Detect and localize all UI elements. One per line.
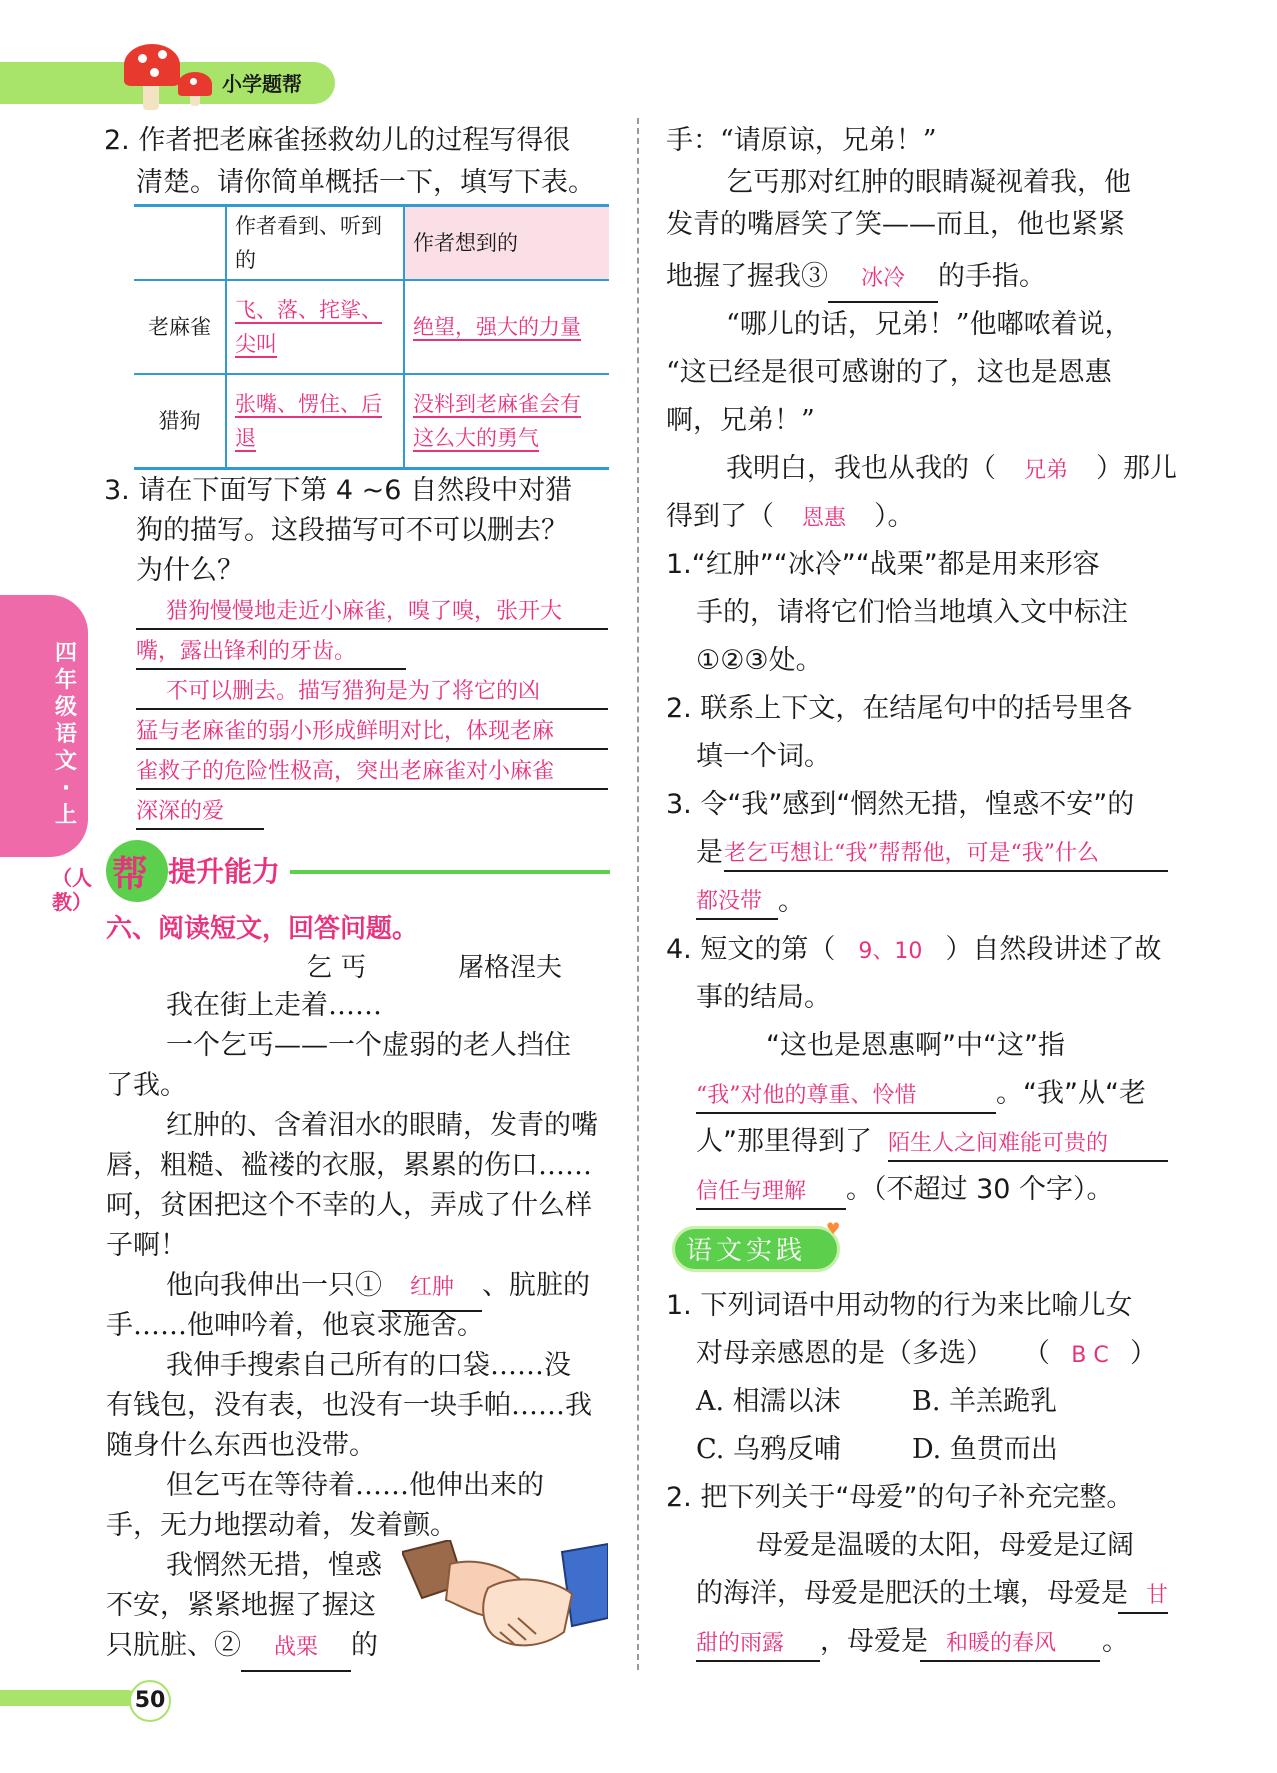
story-line: 只肮脏、② <box>106 1630 241 1661</box>
footer-bar <box>0 1690 136 1706</box>
option-a: A. 相濡以沫 <box>696 1386 841 1417</box>
right-line: “哪儿的话，兄弟！”他嘟哝着说， <box>726 309 1132 340</box>
story-line: 子啊！ <box>106 1230 187 1261</box>
right-line: 地握了握我③ <box>666 261 828 292</box>
right-line: 乞丐那对红肿的眼睛凝视着我，他 <box>726 167 1131 198</box>
q3r-answer: 都没带 <box>696 886 778 920</box>
story-line: 他向我伸出一只① <box>166 1270 382 1301</box>
q3-answer-line: 猎狗慢慢地走近小麻雀，嗅了嗅，张开大 <box>136 596 608 630</box>
q1-line: 1.“红肿”“冰冷”“战栗”都是用来形容 <box>666 549 1100 580</box>
story-line: 红肿的、含着泪水的眼睛，发青的嘴 <box>166 1110 598 1141</box>
story-line: 了我。 <box>106 1070 187 1101</box>
q3-answer-line: 嘴，露出锋利的牙齿。 <box>136 636 406 670</box>
right-line: ）那儿 <box>1096 453 1177 484</box>
story-line: 随身什么东西也没带。 <box>106 1430 376 1461</box>
blank-2: 战栗 <box>241 1626 351 1672</box>
q3r-line: 是 <box>696 837 723 868</box>
option-b: B. 羊羔跪乳 <box>912 1386 1058 1417</box>
p2-line: 2. 把下列关于“母爱”的句子补充完整。 <box>666 1482 1134 1513</box>
right-line: 手：“请原谅，兄弟！” <box>666 125 937 156</box>
table-header-thought: 作者想到的 <box>404 206 609 281</box>
q4-answer-2: “我”对他的尊重、怜惜 <box>696 1080 996 1114</box>
story-line: 我伸手搜索自己所有的口袋……没 <box>166 1350 571 1381</box>
story-line: 手……他呻吟着，他哀求施舍。 <box>106 1310 484 1341</box>
p1-answer: B C <box>1071 1343 1109 1368</box>
q3r-end: 。 <box>778 886 805 917</box>
q2r-line: 2. 联系上下文，在结尾句中的括号里各 <box>666 693 1133 724</box>
practice-label: 语文实践 <box>686 1236 807 1266</box>
p1-line: 对母亲感恩的是（多选） <box>696 1338 993 1369</box>
handshake-illustration <box>402 1540 608 1666</box>
page-number: 50 <box>129 1680 171 1722</box>
blank-3: 冰冷 <box>828 257 938 303</box>
q2-line1: 2. 作者把老麻雀拯救幼儿的过程写得很 <box>104 125 571 156</box>
q4-line: 。（不超过 30 个字）。 <box>846 1174 1114 1205</box>
q3-answer-line: 雀救子的危险性极高，突出老麻雀对小麻雀 <box>136 756 608 790</box>
grade-label: 四年级语文·上 <box>54 641 77 828</box>
table-row-label: 猎狗 <box>134 374 226 468</box>
table-cell-thought: 没料到老麻雀会有这么大的勇气 <box>404 374 609 468</box>
q4-answer-3: 陌生人之间难能可贵的 <box>888 1128 1168 1162</box>
q3-line2: 狗的描写。这段描写可不可以删去？ <box>136 515 568 546</box>
q1-line: 手的，请将它们恰当地填入文中标注 <box>696 597 1128 628</box>
edition-label: （人教） <box>52 866 92 914</box>
q3r-line: 3. 令“我”感到“惘然无措，惶惑不安”的 <box>666 789 1135 820</box>
p2-line: 的海洋，母爱是肥沃的土壤，母爱是 <box>696 1578 1128 1609</box>
q4-answer: 9、10 <box>858 939 923 964</box>
blank-1: 红肿 <box>382 1266 482 1312</box>
story-line: 我惘然无措，惶惑 <box>166 1550 382 1581</box>
p2-line: 母爱是温暖的太阳，母爱是辽阔 <box>756 1530 1134 1561</box>
q4-answer-3: 信任与理解 <box>696 1176 846 1210</box>
header-title: 小学题帮 <box>222 72 302 96</box>
p1-line: 1. 下列词语中用动物的行为来比喻儿女 <box>666 1290 1133 1321</box>
option-c: C. 乌鸦反哺 <box>696 1434 841 1465</box>
q4-line: ）自然段讲述了故 <box>945 934 1162 965</box>
q2-line2: 清楚。请你简单概括一下，填写下表。 <box>136 167 595 198</box>
q4-line: 人”那里得到了 <box>696 1126 872 1157</box>
story-line: 有钱包，没有表，也没有一块手帕……我 <box>106 1390 592 1421</box>
story-line: 不安，紧紧地握了握这 <box>106 1590 376 1621</box>
right-line: 的手指。 <box>938 261 1046 292</box>
story-line: 唇，粗糙、褴褛的衣服，累累的伤口…… <box>106 1150 592 1181</box>
column-divider <box>637 118 639 1670</box>
story-line: 呵，贫困把这个不幸的人，弄成了什么样 <box>106 1190 592 1221</box>
table-row-label: 老麻雀 <box>134 280 226 374</box>
q3r-answer: 老乞丐想让“我”帮帮他，可是“我”什么 <box>724 838 1168 872</box>
q3-answer-line: 猛与老麻雀的弱小形成鲜明对比，体现老麻 <box>136 716 608 750</box>
right-line: 得到了（ <box>666 501 774 532</box>
q4-line: 。“我”从“老 <box>996 1078 1146 1109</box>
answer-table <box>134 204 609 470</box>
q4-line: 事的结局。 <box>696 982 831 1013</box>
right-line: ）。 <box>874 501 915 532</box>
table-header-seen: 作者看到、听到的 <box>226 206 404 281</box>
story-line: 的 <box>351 1630 378 1661</box>
q2r-line: 填一个词。 <box>696 741 831 772</box>
q4-line: 4. 短文的第（ <box>666 934 836 965</box>
right-line: 发青的嘴唇笑了笑——而且，他也紧紧 <box>666 209 1125 240</box>
p2-line: 。 <box>1102 1626 1129 1657</box>
option-d: D. 鱼贯而出 <box>912 1434 1058 1465</box>
section-badge-text: 帮 <box>112 854 149 895</box>
heart-icon: ♥ <box>826 1219 841 1238</box>
story-author: 屠格涅夫 <box>458 953 563 983</box>
section-title: 提升能力 <box>168 855 281 888</box>
blank-5: 恩惠 <box>801 506 846 531</box>
q1-line: ①②③处。 <box>696 645 823 676</box>
q3-answer-line: 不可以删去。描写猎狗是为了将它的凶 <box>136 676 608 710</box>
p2-answer-1: 甜的雨露 <box>696 1628 820 1662</box>
blank-4: 兄弟 <box>1023 458 1068 483</box>
q3-line1: 3. 请在下面写下第 4 ~6 自然段中对猎 <box>104 475 573 506</box>
p2-line: ，母爱是 <box>820 1626 928 1657</box>
right-line: 我明白，我也从我的（ <box>726 453 996 484</box>
story-line: 我在街上走着…… <box>166 990 382 1021</box>
q3-line3: 为什么？ <box>136 555 244 586</box>
q6-heading: 六、阅读短文，回答问题。 <box>106 914 419 944</box>
p2-answer-2: 和暖的春风 <box>920 1628 1100 1662</box>
story-title: 乞 丐 <box>306 953 367 983</box>
section-underline <box>290 870 610 874</box>
table-cell-seen: 飞、落、挓挲、尖叫 <box>226 280 404 374</box>
story-line: 一个乞丐——一个虚弱的老人挡住 <box>166 1030 571 1061</box>
story-line: 、肮脏的 <box>482 1270 590 1301</box>
right-line: “这已经是很可感谢的了，这也是恩惠 <box>666 357 1112 388</box>
table-cell-seen: 张嘴、愣住、后退 <box>226 374 404 468</box>
q4-line: “这也是恩惠啊”中“这”指 <box>766 1030 1065 1061</box>
table-cell-thought: 绝望，强大的力量 <box>404 280 609 374</box>
story-line: 手，无力地摆动着，发着颤。 <box>106 1510 457 1541</box>
right-line: 啊，兄弟！” <box>666 405 815 436</box>
story-line: 但乞丐在等待着……他伸出来的 <box>166 1470 544 1501</box>
p2-answer-1: 甘 <box>1118 1580 1168 1614</box>
q3-answer-line: 深深的爱 <box>136 796 264 830</box>
